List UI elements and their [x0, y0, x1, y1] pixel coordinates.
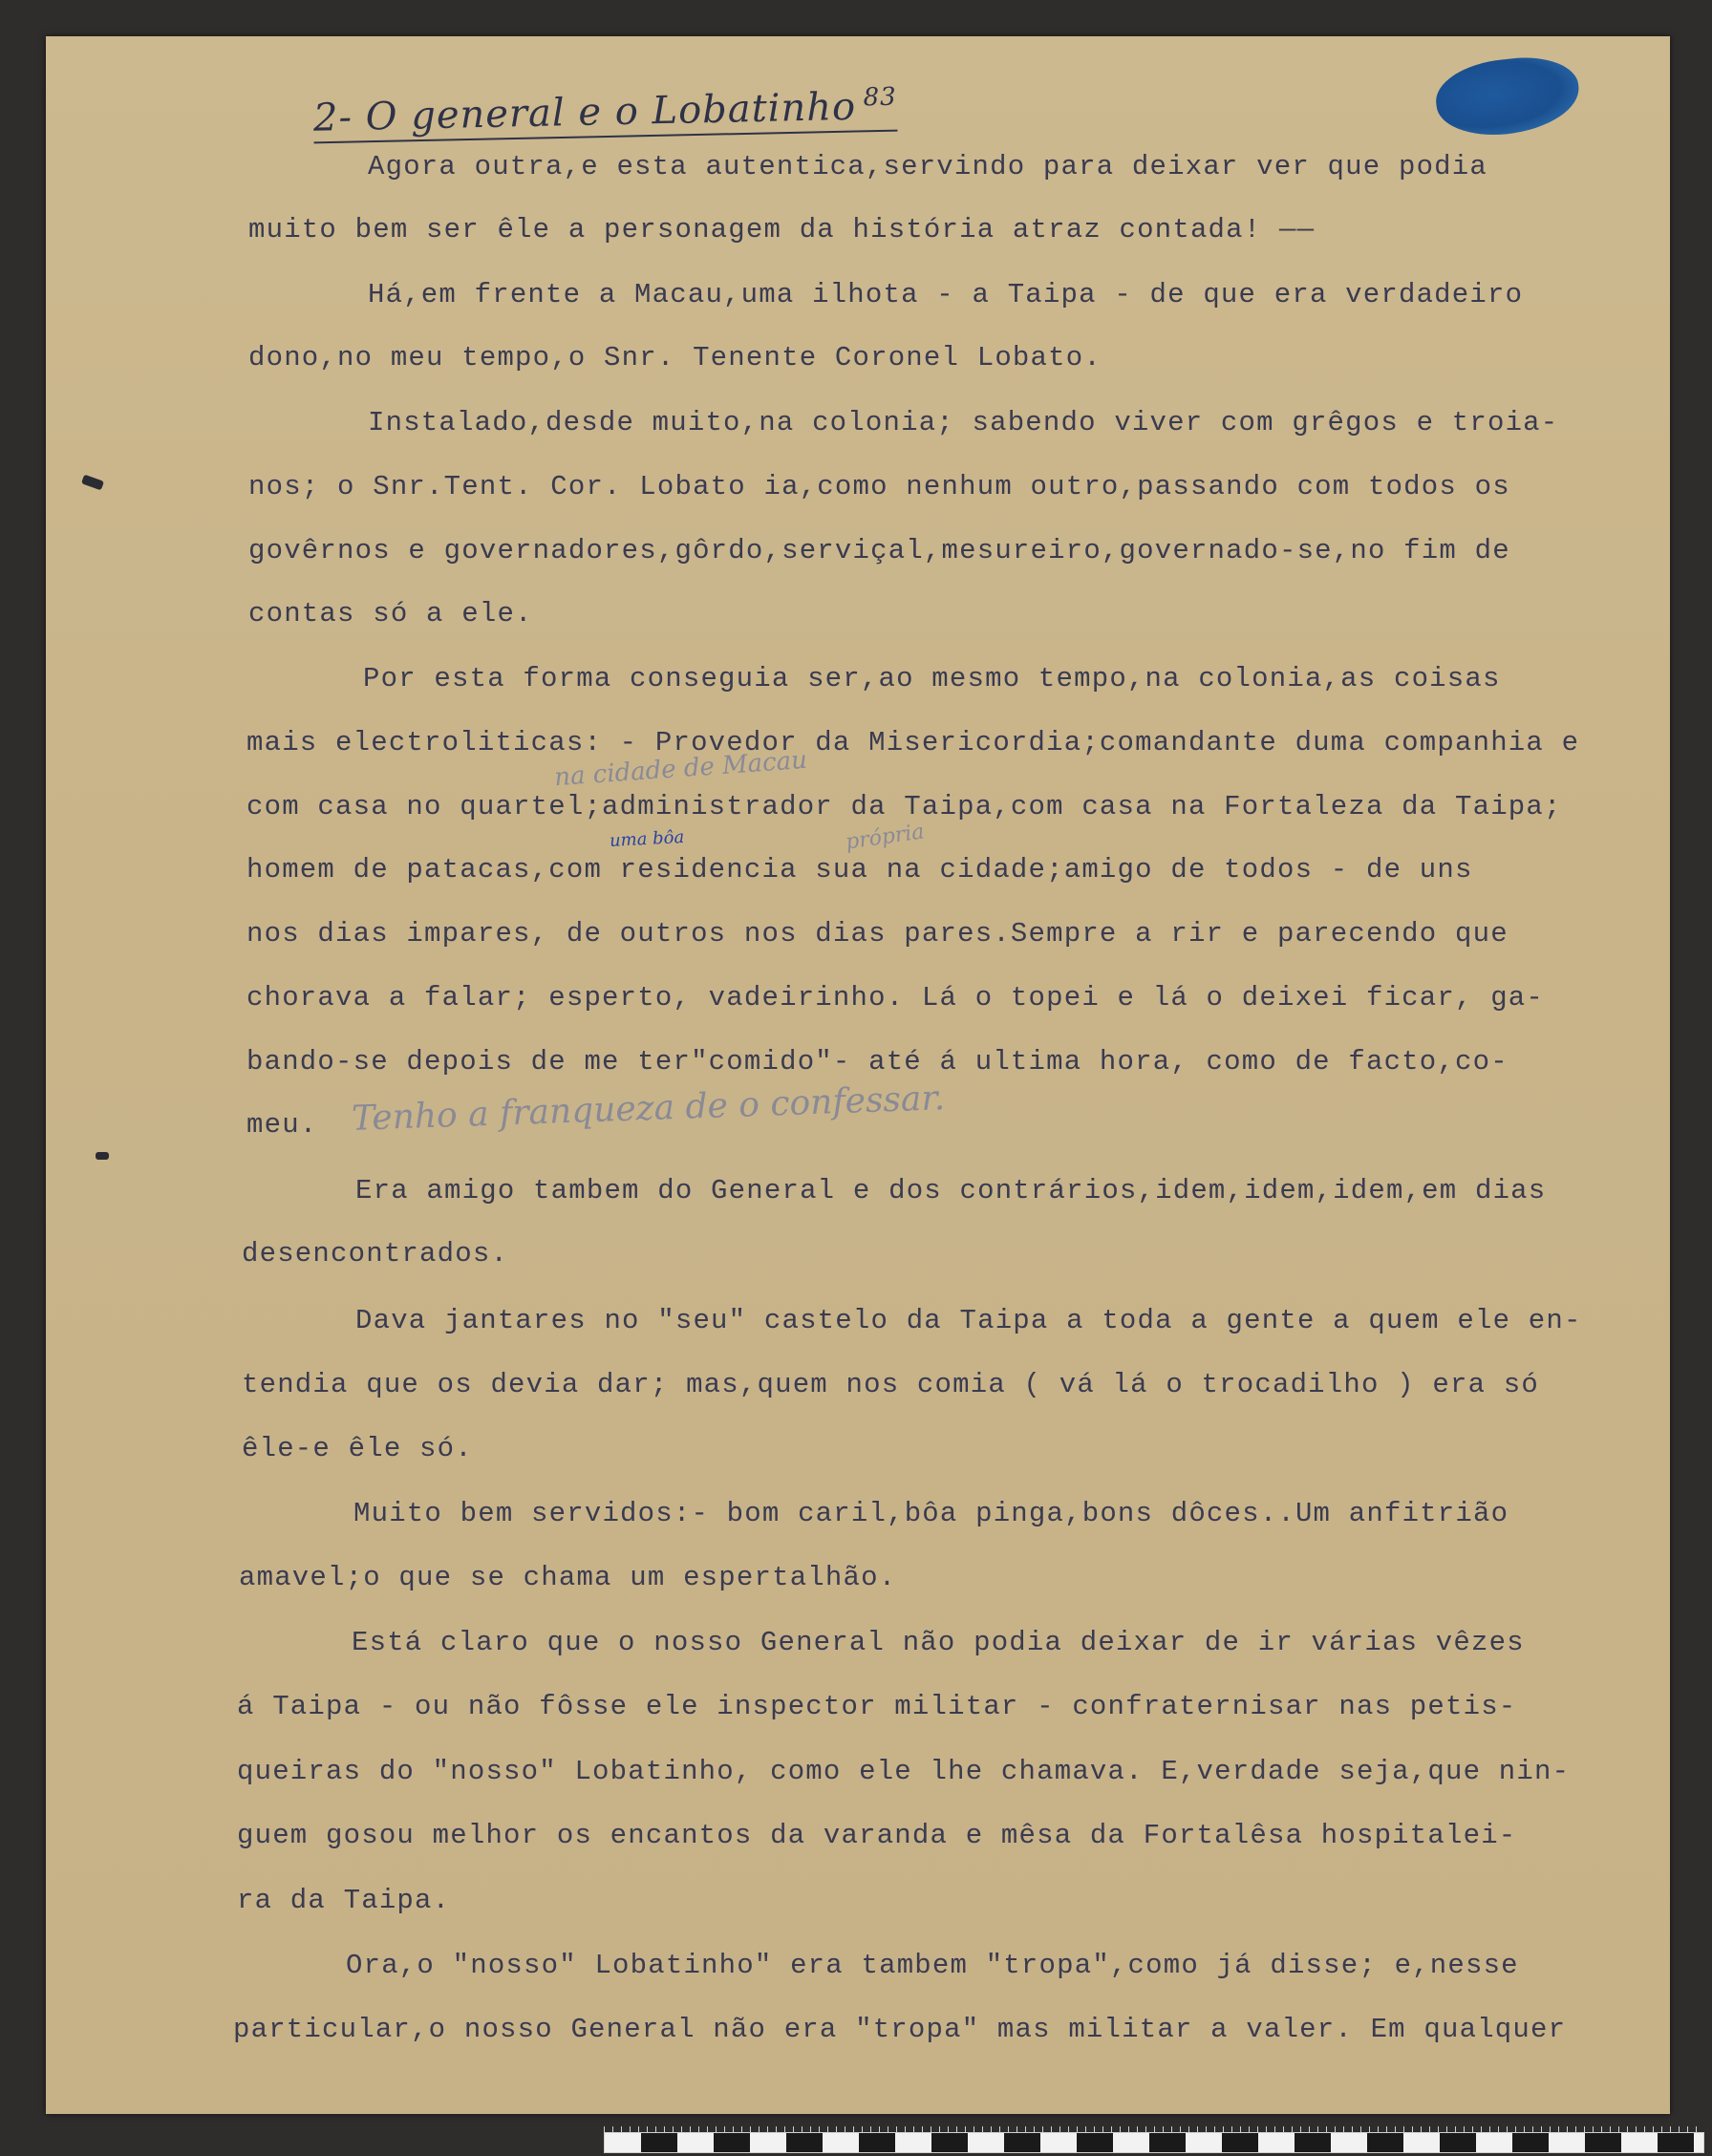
text-line: dono,no meu tempo,o Snr. Tenente Coronel Lobato. [248, 342, 1102, 374]
text-line: homem de patacas,com residencia sua na cidade;amigo de todos - de uns [246, 854, 1473, 886]
page-number: 83 [863, 82, 897, 113]
text-line: queiras do "nosso" Lobatinho, como ele lhe chamava. E,verdade seja,que nin- [237, 1756, 1571, 1787]
handwritten-annotation: própria [844, 820, 926, 855]
page-title [313, 83, 898, 144]
text-line: desencontrados. [242, 1238, 509, 1270]
text-line: amavel;o que se chama um espertalhão. [239, 1562, 897, 1593]
text-line: Ora,o "nosso" Lobatinho" era tambem "tropa",como já disse; e,nesse [346, 1950, 1519, 1981]
text-line: Era amigo tambem do General e dos contrários,idem,idem,idem,em dias [355, 1175, 1547, 1206]
text-line: nos; o Snr.Tent. Cor. Lobato ia,como nenhum outro,passando com todos os [248, 471, 1510, 502]
text-line: com casa no quartel;administrador da Taipa,com casa na Fortaleza da Taipa; [246, 791, 1562, 822]
text-line: mais electroliticas: - Provedor da Misericordia;comandante duma companhia e [246, 727, 1580, 758]
ink-blot-stain [1432, 52, 1582, 140]
text-line: govêrnos e governadores,gôrdo,serviçal,mesureiro,governado-se,no fim de [248, 535, 1510, 566]
text-line: ra da Taipa. [237, 1885, 451, 1916]
margin-mark [96, 1152, 109, 1160]
text-line: Dava jantares no "seu" castelo da Taipa a toda a gente a quem ele en- [355, 1305, 1582, 1336]
text-line: Agora outra,e esta autentica,servindo para deixar ver que podia [368, 151, 1487, 182]
text-line: particular,o nosso General não era "tropa" mas militar a valer. Em qualquer [233, 2014, 1567, 2045]
handwritten-annotation: uma bôa [609, 826, 685, 852]
margin-mark [81, 475, 104, 491]
text-line: contas só a ele. [248, 598, 533, 630]
text-line: Há,em frente a Macau,uma ilhota - a Taipa - de que era verdadeiro [368, 279, 1524, 310]
text-line: bando-se depois de me ter"comido"- até á ultima hora, como de facto,co- [246, 1046, 1509, 1078]
text-line: êle-e êle só. [242, 1433, 473, 1464]
handwritten-annotation: na cidade de Macau [553, 745, 808, 793]
text-line: tendia que os devia dar; mas,quem nos comia ( vá lá o trocadilho ) era só [242, 1369, 1540, 1400]
text-line: Instalado,desde muito,na colonia; sabendo viver com grêgos e troia- [368, 407, 1559, 438]
text-line: muito bem ser êle a personagem da história atraz contada! —— [248, 214, 1316, 245]
scale-ruler [604, 2132, 1704, 2153]
text-line: nos dias impares, de outros nos dias pares.Sempre a rir e parecendo que [246, 918, 1509, 950]
text-line: Por esta forma conseguia ser,ao mesmo tempo,na colonia,as coisas [363, 663, 1501, 694]
handwritten-annotation: Tenho a franqueza de o confessar. [351, 1078, 946, 1139]
text-line: guem gosou melhor os encantos da varanda e mêsa da Fortalêsa hospitalei- [237, 1820, 1517, 1851]
text-line: Muito bem servidos:- bom caril,bôa pinga,bons dôces..Um anfitrião [353, 1498, 1509, 1529]
text-line: á Taipa - ou não fôsse ele inspector militar - confraternisar nas petis- [237, 1691, 1517, 1722]
title-text: 2- O general e o Lobatinho [312, 84, 857, 140]
document-page [46, 36, 1670, 2114]
text-line: chorava a falar; esperto, vadeirinho. Lá o topei e lá o deixei ficar, ga- [246, 982, 1545, 1014]
text-line: meu. [246, 1109, 318, 1141]
text-line: Está claro que o nosso General não podia deixar de ir várias vêzes [352, 1627, 1525, 1658]
